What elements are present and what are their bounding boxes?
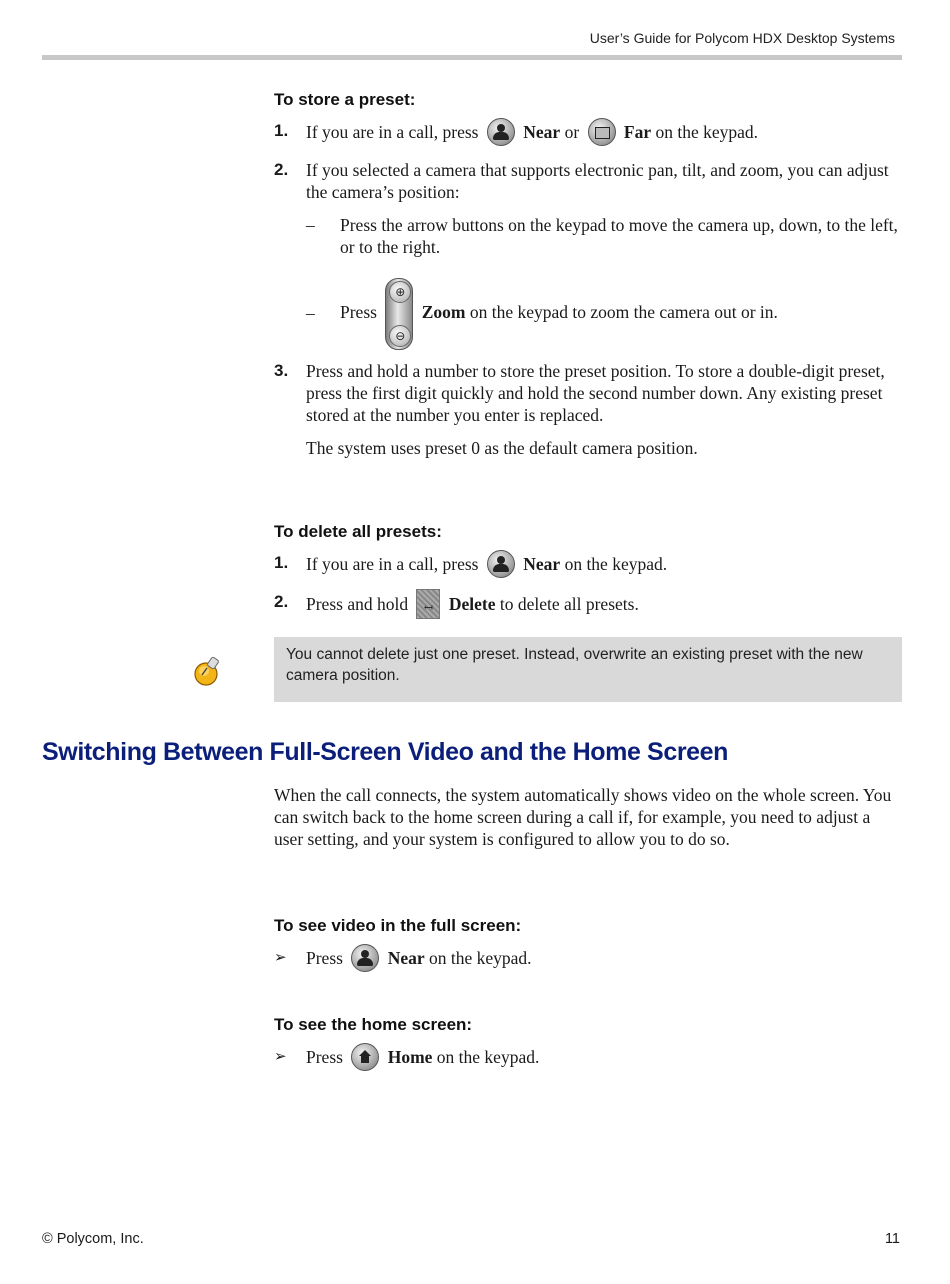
full-screen-procedure xyxy=(274,916,902,974)
procedure-title: To see the home screen: xyxy=(274,1015,473,1034)
step-2: 2. If you selected a camera that supports electronic pan, tilt, and zoom, you can adjust the camera’s position: xyxy=(274,160,889,202)
page-number: 11 xyxy=(884,1231,900,1247)
pushpin-note-icon xyxy=(192,655,224,687)
far-button-icon xyxy=(588,118,616,146)
header-rule xyxy=(42,55,902,60)
note-text: You cannot delete just one preset. Instead, overwrite an existing preset with the new camera position. xyxy=(286,646,863,684)
bullet-step: ➢ Press Near on the keypad. xyxy=(274,946,902,974)
substep-zoom: – Press ⊕ ⊖ Zoom on the keypad to zoom the camera out or in. xyxy=(306,278,902,350)
store-preset-procedure xyxy=(274,90,902,459)
note-box xyxy=(274,637,902,702)
home-button-icon xyxy=(351,1043,379,1071)
delete-key-icon: ↤ xyxy=(416,589,440,619)
step-2: 2. Press and hold ↤ Delete to delete all presets. xyxy=(274,591,902,621)
running-header: User’s Guide for Polycom HDX Desktop Systems xyxy=(589,30,895,46)
near-button-icon xyxy=(487,550,515,578)
bullet-step: ➢ Press Home on the keypad. xyxy=(274,1045,902,1073)
substep-arrows: – Press the arrow buttons on the keypad to move the camera up, down, to the left, or to the right. xyxy=(306,215,898,257)
step-1: 1. If you are in a call, press Near or Far on the keypad. xyxy=(274,120,902,148)
procedure-title: To store a preset: xyxy=(274,90,416,109)
section-heading: Switching Between Full-Screen Video and the Home Screen xyxy=(42,738,729,766)
home-screen-procedure xyxy=(274,1015,902,1073)
procedure-title: To see video in the full screen: xyxy=(274,916,522,935)
section-intro: When the call connects, the system automatically shows video on the whole screen. You can switch back to the home screen during a call if, for example, you need to adjust a user setting, and your system is configured to allow you to do so. xyxy=(274,785,892,849)
copyright: © Polycom, Inc. xyxy=(42,1231,144,1247)
delete-presets-procedure xyxy=(274,522,902,621)
near-button-icon xyxy=(351,944,379,972)
procedure-title: To delete all presets: xyxy=(274,522,442,541)
zoom-rocker-icon: ⊕ ⊖ xyxy=(385,278,413,350)
step-1: 1. If you are in a call, press Near on the keypad. xyxy=(274,552,902,580)
step-3: 3. Press and hold a number to store the preset position. To store a double-digit preset, press the first digit quickly and hold the second number down. Any existing preset stored at the number you enter is replaced. The system uses preset 0 as the default camera position. xyxy=(274,361,885,458)
near-button-icon xyxy=(487,118,515,146)
